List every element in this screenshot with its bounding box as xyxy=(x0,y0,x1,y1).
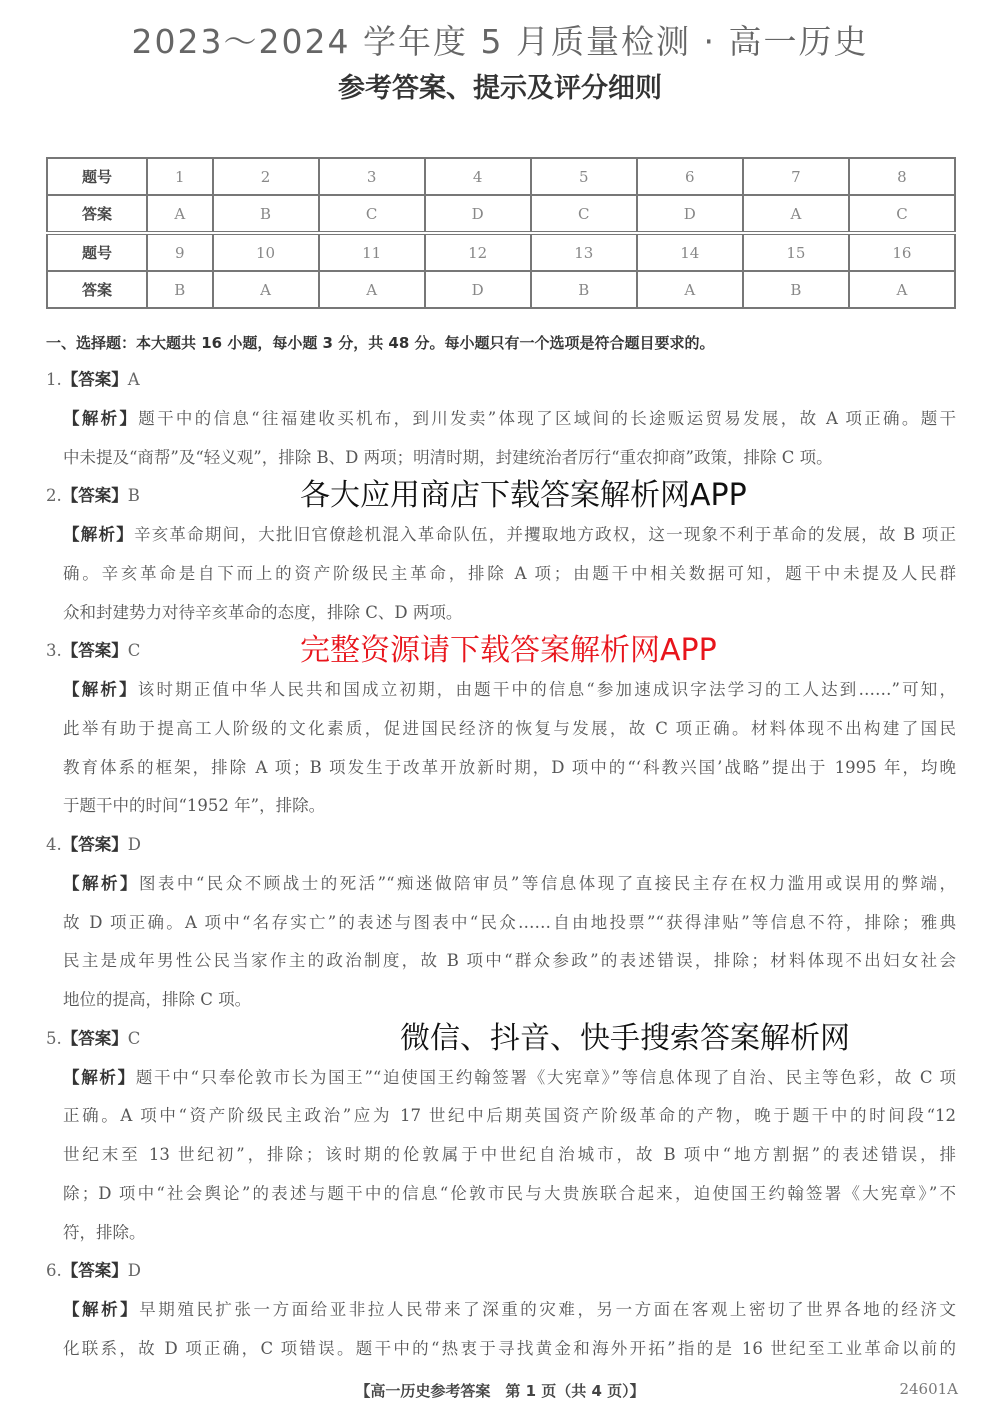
explanation-line xyxy=(46,1136,956,1175)
table-row-label: 答案 xyxy=(47,195,147,233)
answer-value: B xyxy=(127,486,140,506)
answer-label: 【答案】 xyxy=(61,486,128,506)
table-cell: 6 xyxy=(637,158,743,195)
table-cell: 13 xyxy=(531,233,637,271)
explanation-text: 中未提及“商帮”及“轻义观”，排除 B、D 两项；明清时期，封建统治者厉行“重农抑商”政策，排除 C 项。 xyxy=(63,447,833,467)
explanation-line xyxy=(46,865,956,904)
explanation-line xyxy=(46,439,956,478)
explanation-text: 民主是成年男性公民当家作主的政治制度，故 B 项中“群众参政”的表述错误，排除；材料体现不出妇女社会 xyxy=(63,951,956,971)
table-cell: B xyxy=(147,271,213,308)
table-cell: C xyxy=(849,195,955,233)
table-cell: 11 xyxy=(319,233,425,271)
document-code: 24601A xyxy=(899,1380,958,1398)
analysis-label: 【解析】 xyxy=(63,1067,136,1087)
table-cell: 9 xyxy=(147,233,213,271)
table-row-label: 题号 xyxy=(47,233,147,271)
explanation-text: 符，排除。 xyxy=(63,1222,146,1242)
page-footer: 【高一历史参考答案 第 1 页（共 4 页）】 xyxy=(355,1382,645,1400)
explanation-line xyxy=(46,942,956,981)
answer-value: A xyxy=(127,370,140,389)
table-cell: D xyxy=(425,195,531,233)
explanation-line xyxy=(46,1214,956,1253)
explanation-text: 辛亥革命期间，大批旧官僚趁机混入革命队伍，并攫取地方政权，这一现象不利于革命的发展，故 B 项正 xyxy=(133,525,956,544)
explanation-line xyxy=(46,1059,956,1098)
explanation-text: 该时期正值中华人民共和国成立初期，由题干中的信息“参加速成识字法学习的工人达到……”可知， xyxy=(137,680,956,699)
answer-value: D xyxy=(127,835,141,854)
table-cell: 16 xyxy=(849,233,955,271)
table-cell: 5 xyxy=(531,158,637,195)
answer-value: C xyxy=(127,641,141,661)
question-number: 2. xyxy=(46,486,62,506)
table-cell: A xyxy=(147,195,213,233)
explanation-text: 早期殖民扩张一方面给亚非拉人民带来了深重的灾难，另一方面在客观上密切了世界各地的经济文 xyxy=(139,1300,956,1319)
watermark-bottom-right: 微信、抖音、快手搜索答案解析网 xyxy=(400,1021,850,1056)
explanation-text: 正确。A 项中“资产阶级民主政治”应为 17 世纪中后期英国资产阶级革命的产物，晚于题干中的时间段“12 xyxy=(63,1106,956,1126)
table-cell: 4 xyxy=(425,158,531,195)
explanation-line xyxy=(46,1291,956,1330)
answer-table xyxy=(46,157,956,309)
table-cell: A xyxy=(637,271,743,308)
answer-label: 【答案】 xyxy=(61,835,128,854)
explanation-text: 此举有助于提高工人阶级的文化素质，促进国民经济的恢复与发展，故 C 项正确。材料体现不出构建了国民 xyxy=(63,718,956,738)
document-title: 2023～2024 学年度 5 月质量检测 · 高一历史 xyxy=(131,22,869,61)
explanation-line xyxy=(46,594,956,633)
answer-label: 【答案】 xyxy=(61,641,128,661)
table-cell: A xyxy=(849,271,955,308)
explanation-line xyxy=(46,671,956,710)
explanation-line xyxy=(46,1330,956,1369)
question-number: 3. xyxy=(46,641,62,661)
explanation-text: 地位的提高，排除 C 项。 xyxy=(63,990,252,1009)
answer-label: 【答案】 xyxy=(61,1028,128,1048)
explanation-text: 图表中“民众不顾战士的死活”“痴迷做陪审员”等信息体现了直接民主存在权力滥用或误用的弊端， xyxy=(138,873,956,893)
explanation-text: 除；D 项中“社会舆论”的表述与题干中的信息“伦敦市民与大贵族联合起来，迫使国王约翰签署《大宪章》”不 xyxy=(63,1183,956,1203)
explanation-text: 题干中“只奉伦敦市长为国王”“迫使国王约翰签署《大宪章》”等信息体现了自治、民主等色彩，故 C 项 xyxy=(135,1067,956,1087)
table-cell: 2 xyxy=(213,158,319,195)
table-cell: 12 xyxy=(425,233,531,271)
question-number: 5. xyxy=(46,1028,62,1048)
table-cell: B xyxy=(213,195,319,233)
explanation-line xyxy=(46,555,956,594)
explanation-line xyxy=(46,1175,956,1214)
section-heading: 一、选择题：本大题共 16 小题，每小题 3 分，共 48 分。每小题只有一个选项是符合题目要求的。 xyxy=(46,334,715,352)
analysis-label: 【解析】 xyxy=(63,873,139,893)
answer-line xyxy=(46,826,956,865)
explanation-line xyxy=(46,904,956,943)
question-number: 6. xyxy=(46,1261,62,1281)
table-cell: 7 xyxy=(743,158,849,195)
table-cell: 15 xyxy=(743,233,849,271)
explanation-text: 教育体系的框架，排除 A 项；B 项发生于改革开放新时期，D 项中的“‘科教兴国’战略”提出于 1995 年，均晚 xyxy=(63,757,956,777)
table-cell: D xyxy=(425,271,531,308)
answer-line xyxy=(46,361,956,400)
question-number: 4. xyxy=(46,835,62,854)
explanation-text: 确。辛亥革命是自下而上的资产阶级民主革命，排除 A 项；由题干中相关数据可知，题干中未提及人民群 xyxy=(63,563,956,583)
explanation-text: 世纪末至 13 世纪初”，排除；该时期的伦敦属于中世纪自治城市，故 B 项中“地方割据”的表述错误，排 xyxy=(63,1145,956,1164)
table-cell: A xyxy=(743,195,849,233)
explanation-line xyxy=(46,981,956,1020)
watermark-top-left: 各大应用商店下载答案解析网APP xyxy=(300,478,747,513)
table-cell: A xyxy=(319,271,425,308)
analysis-label: 【解析】 xyxy=(63,525,134,544)
table-row-answers-1 xyxy=(47,195,955,233)
table-cell: B xyxy=(743,271,849,308)
table-cell: D xyxy=(637,195,743,233)
explanation-text: 题干中的信息“往福建收买机布，到川发卖”体现了区域间的长途贩运贸易发展，故 A 项正确。题干 xyxy=(138,408,956,428)
table-cell: A xyxy=(213,271,319,308)
answer-value: D xyxy=(127,1261,141,1281)
table-cell: C xyxy=(319,195,425,233)
explanation-line xyxy=(46,710,956,749)
explanation-line xyxy=(46,787,956,826)
table-cell: C xyxy=(531,195,637,233)
table-cell: 8 xyxy=(849,158,955,195)
explanation-line xyxy=(46,400,956,439)
table-row-label: 题号 xyxy=(47,158,147,195)
explanation-line xyxy=(46,749,956,788)
answer-line xyxy=(46,1252,956,1291)
table-row-numbers-2 xyxy=(47,233,955,271)
explanation-text: 故 D 项正确。A 项中“名存实亡”的表述与图表中“民众……自由地投票”“获得津贴”等信息不符，排除；雅典 xyxy=(63,912,956,932)
watermark-center: 完整资源请下载答案解析网APP xyxy=(300,633,717,668)
answer-label: 【答案】 xyxy=(61,370,128,389)
table-cell: 10 xyxy=(213,233,319,271)
analysis-label: 【解析】 xyxy=(63,680,138,699)
explanation-line xyxy=(46,1097,956,1136)
table-row-label: 答案 xyxy=(47,271,147,308)
analysis-label: 【解析】 xyxy=(63,1300,140,1319)
table-row-numbers-1 xyxy=(47,158,955,195)
explanation-text: 于题干中的时间“1952 年”，排除。 xyxy=(63,796,326,816)
question-number: 1. xyxy=(46,370,62,389)
table-row-answers-2 xyxy=(47,271,955,308)
table-cell: 1 xyxy=(147,158,213,195)
analysis-label: 【解析】 xyxy=(63,408,139,428)
answer-label: 【答案】 xyxy=(61,1261,128,1281)
table-cell: B xyxy=(531,271,637,308)
table-cell: 14 xyxy=(637,233,743,271)
document-subtitle: 参考答案、提示及评分细则 xyxy=(338,73,662,104)
answer-value: C xyxy=(127,1028,141,1048)
explanation-line xyxy=(46,516,956,555)
explanation-text: 众和封建势力对待辛亥革命的态度，排除 C、D 两项。 xyxy=(63,602,463,622)
table-cell: 3 xyxy=(319,158,425,195)
explanation-text: 化联系，故 D 项正确，C 项错误。题干中的“热衷于寻找黄金和海外开拓”指的是 16 世纪至工业革命以前的 xyxy=(63,1338,956,1358)
